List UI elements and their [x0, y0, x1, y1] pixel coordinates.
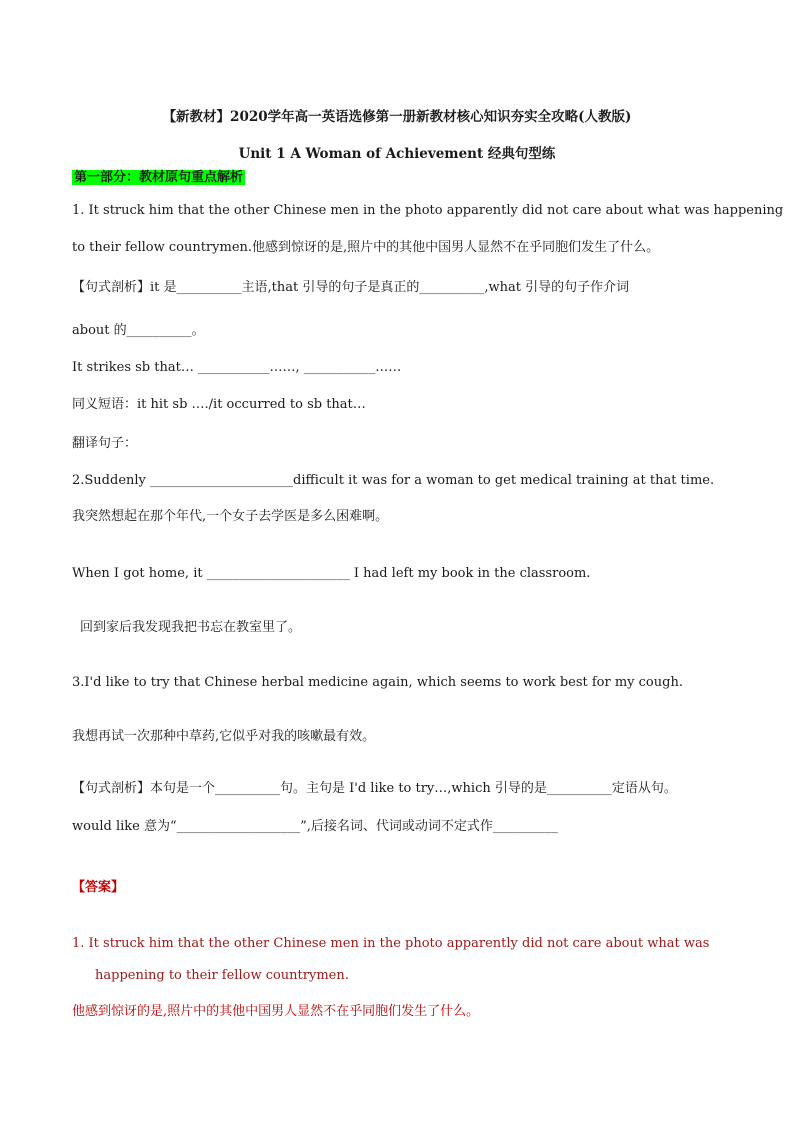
item2-line1-chinese: 我突然想起在那个年代,一个女子去学医是多么困难啊。 — [72, 509, 389, 524]
item2-line2: When I got home, it ______________________ I had left my book in the classroom. — [72, 566, 591, 581]
item1-translate-label: 翻译句子： — [72, 436, 138, 451]
section-heading — [72, 169, 245, 187]
answer1-line2: happening to their fellow countrymen. — [95, 968, 349, 983]
answers-label: 【答案】 — [72, 880, 125, 895]
item1-line2: to their fellow countrymen.他感到惊讶的是,照片中的其他中国男人显然不在乎同胞们发生了什么。 — [72, 240, 660, 255]
item3-analysis-line2: would like 意为“___________________”,后接名词、代词或动词不定式作__________ — [72, 819, 558, 834]
item1-analysis-line2: about 的__________。 — [72, 323, 205, 338]
answer1-chinese: 他感到惊讶的是,照片中的其他中国男人显然不在乎同胞们发生了什么。 — [72, 1004, 480, 1019]
item1-line1: 1. It struck him that the other Chinese men in the photo apparently did not care about what was happening — [72, 203, 784, 218]
answer1-line1: 1. It struck him that the other Chinese men in the photo apparently did not care about what was — [72, 936, 710, 951]
item1-analysis-line1: 【句式剖析】it 是__________主语,that 引导的句子是真正的__________,what 引导的句子作介词 — [72, 280, 630, 295]
item3-line1-chinese: 我想再试一次那种中草药,它似乎对我的咳嗽最有效。 — [72, 729, 376, 744]
item3-analysis-line1: 【句式剖析】本句是一个__________句。主句是 I'd like to try…,which 引导的是__________定语从句。 — [72, 781, 677, 796]
document-title: 【新教材】2020学年高一英语选修第一册新教材核心知识夯实全攻略(人教版) — [162, 109, 632, 125]
document-subtitle: Unit 1 A Woman of Achievement 经典句型练 — [238, 146, 556, 162]
section-label: 第一部分：教材原句重点解析 — [74, 170, 244, 185]
item1-pattern: It strikes sb that… ___________……, ___________…… — [72, 360, 402, 375]
item1-synonym: 同义短语：it hit sb …./it occurred to sb that… — [72, 397, 366, 412]
item2-line2-chinese: 回到家后我发现我把书忘在教室里了。 — [80, 620, 302, 635]
item3-line1: 3.I'd like to try that Chinese herbal medicine again, which seems to work best for my cough. — [72, 675, 683, 690]
item2-line1: 2.Suddenly ______________________difficult it was for a woman to get medical training at that time. — [72, 473, 715, 488]
